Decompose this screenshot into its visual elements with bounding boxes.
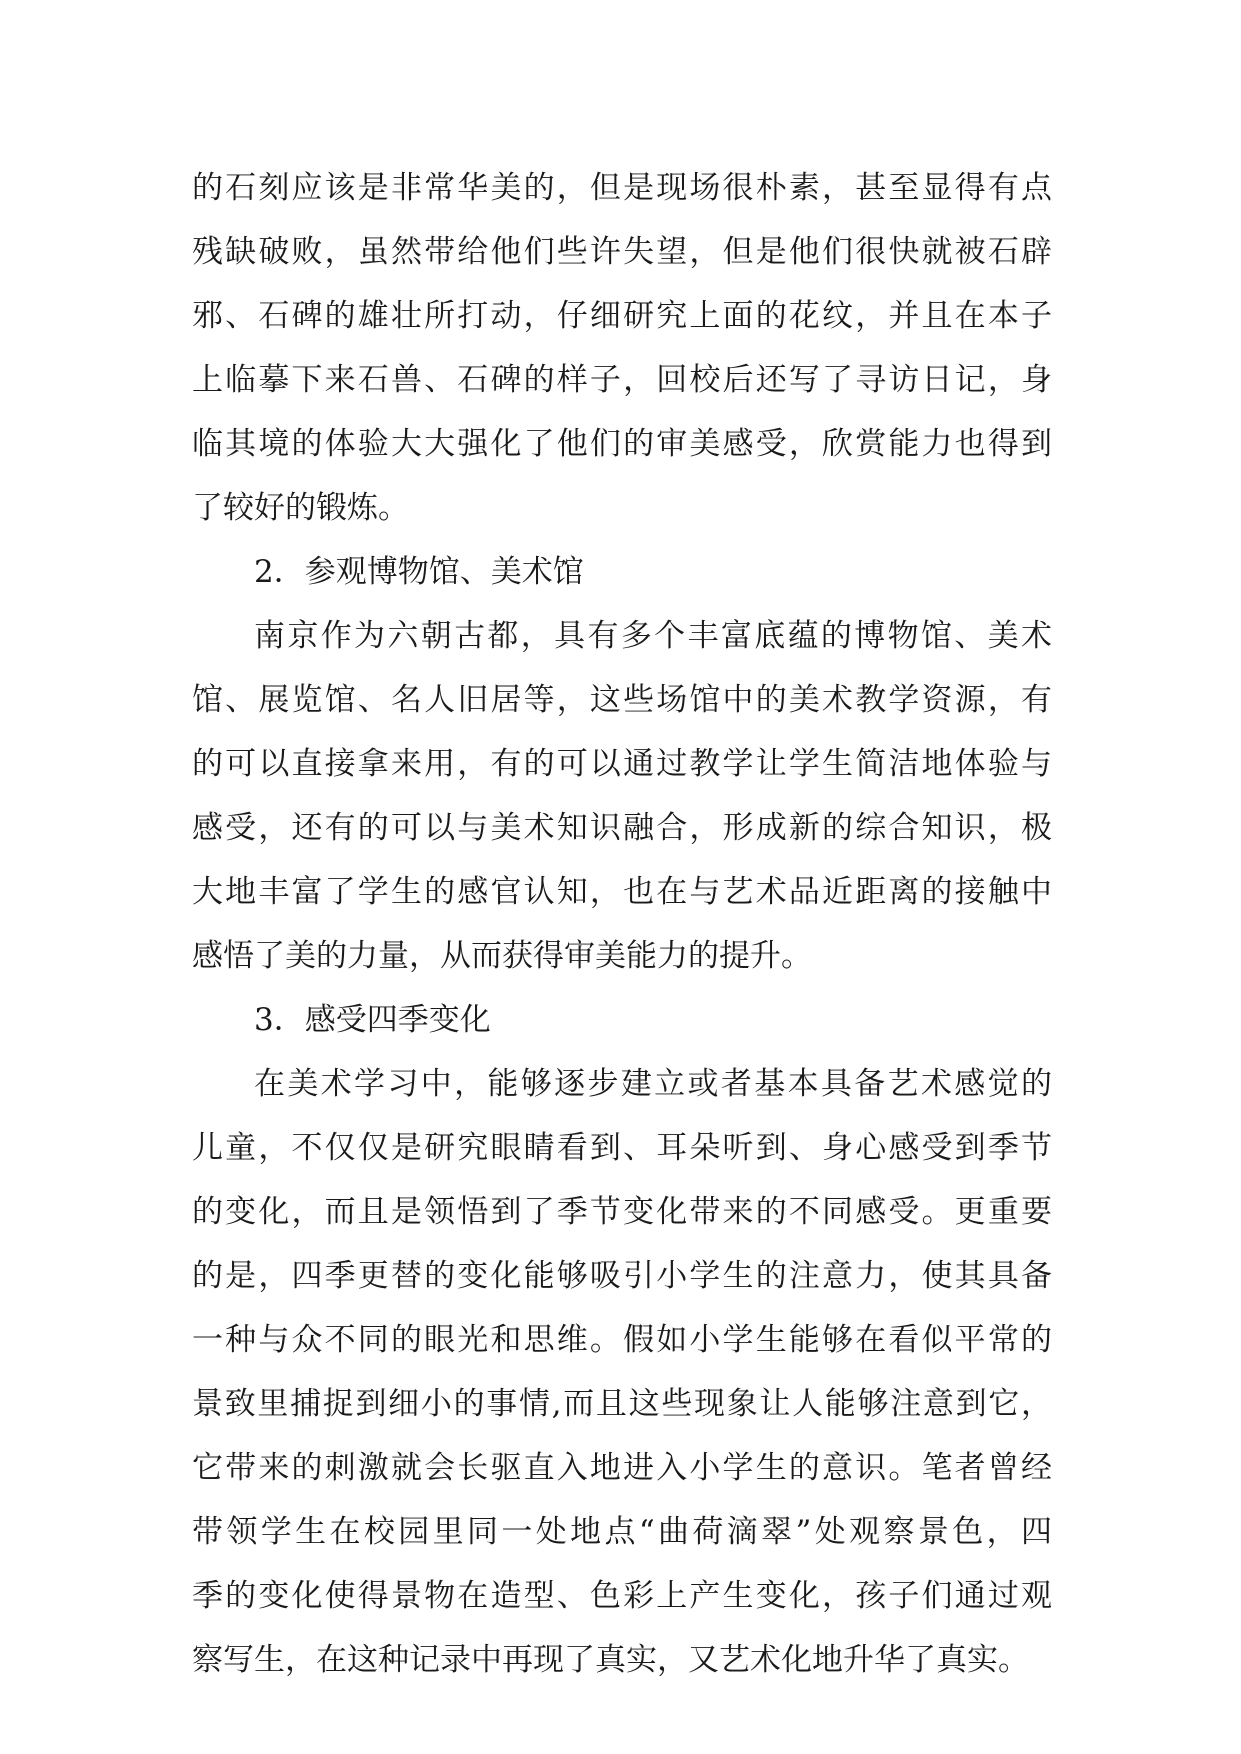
text-line: 馆、展览馆、名人旧居等，这些场馆中的美术教学资源，有 [192, 682, 1052, 718]
paragraph-continued [192, 156, 1052, 540]
document-page [192, 156, 1052, 1692]
text-line: 带领学生在校园里同一处地点“曲荷滴翠”处观察景色，四 [192, 1514, 1052, 1550]
text-line: 感悟了美的力量，从而获得审美能力的提升。 [192, 938, 812, 974]
text-line: 南京作为六朝古都，具有多个丰富底蕴的博物馆、美术 [254, 618, 1052, 654]
text-line: 在美术学习中，能够逐步建立或者基本具备艺术感觉的 [254, 1066, 1052, 1102]
text-line: 的变化，而且是领悟到了季节变化带来的不同感受。更重要 [192, 1194, 1052, 1230]
text-line: 上临摹下来石兽、石碑的样子，回校后还写了寻访日记，身 [192, 362, 1052, 398]
text-line: 儿童，不仅仅是研究眼睛看到、耳朵听到、身心感受到季节 [192, 1130, 1052, 1166]
paragraph-museums [192, 604, 1052, 988]
text-line: 邪、石碑的雄壮所打动，仔细研究上面的花纹，并且在本子 [192, 298, 1052, 334]
text-line: 的石刻应该是非常华美的，但是现场很朴素，甚至显得有点 [192, 170, 1052, 206]
text-line: 察写生，在这种记录中再现了真实，又艺术化地升华了真实。 [192, 1642, 1029, 1678]
text-line: 临其境的体验大大强化了他们的审美感受，欣赏能力也得到 [192, 426, 1052, 462]
section-heading-seasons: 3．感受四季变化 [254, 1002, 491, 1038]
text-line: 的可以直接拿来用，有的可以通过教学让学生简洁地体验与 [192, 746, 1052, 782]
text-line: 一种与众不同的眼光和思维。假如小学生能够在看似平常的 [192, 1322, 1052, 1358]
text-line: 感受，还有的可以与美术知识融合，形成新的综合知识，极 [192, 810, 1052, 846]
text-line: 的是，四季更替的变化能够吸引小学生的注意力，使其具备 [192, 1258, 1052, 1294]
text-line: 残缺破败，虽然带给他们些许失望，但是他们很快就被石辟 [192, 234, 1052, 270]
text-line: 它带来的刺激就会长驱直入地进入小学生的意识。笔者曾经 [192, 1450, 1052, 1486]
text-line: 季的变化使得景物在造型、色彩上产生变化，孩子们通过观 [192, 1578, 1052, 1614]
section-heading-museums: 2．参观博物馆、美术馆 [254, 554, 584, 590]
text-line: 大地丰富了学生的感官认知，也在与艺术品近距离的接触中 [192, 874, 1052, 910]
text-line: 了较好的锻炼。 [192, 490, 409, 526]
text-line: 景致里捕捉到细小的事情,而且这些现象让人能够注意到它， [192, 1386, 1052, 1422]
paragraph-seasons [192, 1052, 1052, 1692]
